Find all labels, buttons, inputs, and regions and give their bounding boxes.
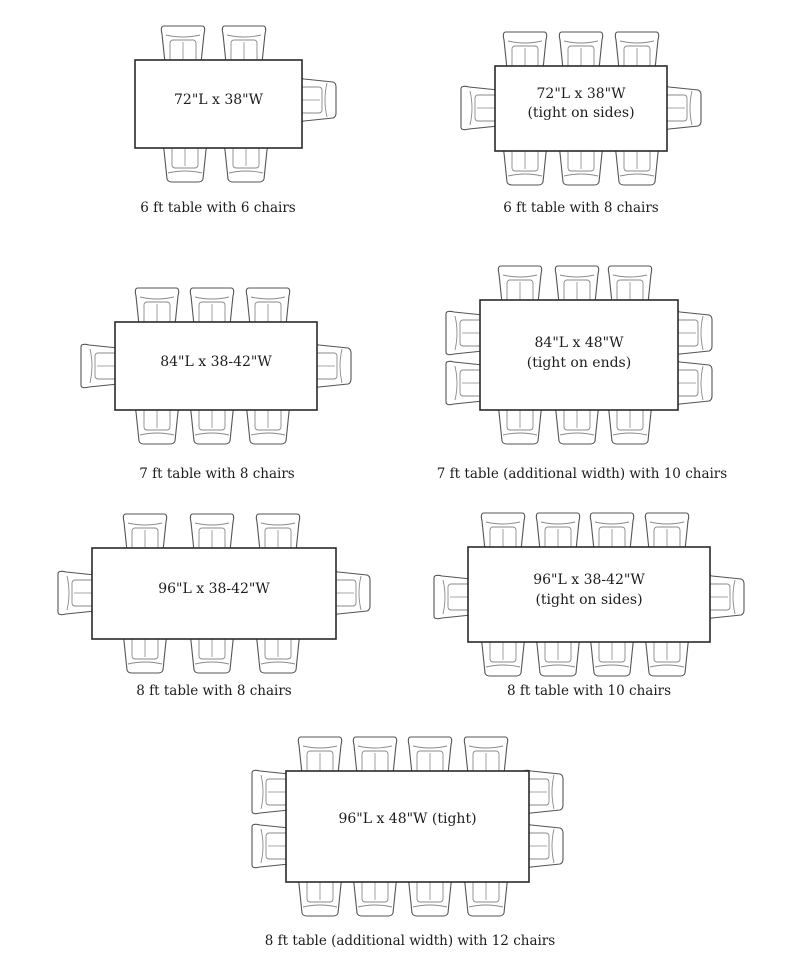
- table-size-label: 84"L x 48"W: [534, 335, 624, 351]
- table-diagram-8ft-12chairs: [252, 737, 563, 949]
- table-size-label: 96"L x 38-42"W: [533, 572, 645, 588]
- table-size-label: 96"L x 38-42"W: [158, 581, 270, 597]
- table-caption: 6 ft table with 8 chairs: [503, 200, 659, 216]
- table-diagram-6ft-8chairs: [461, 32, 701, 216]
- table-caption: 8 ft table with 8 chairs: [136, 683, 292, 699]
- table-caption: 6 ft table with 6 chairs: [140, 200, 296, 216]
- table-caption: 7 ft table (additional width) with 10 chairs: [436, 466, 728, 482]
- table-size-note: (tight on ends): [526, 355, 632, 371]
- table-size-label: 84"L x 38-42"W: [160, 354, 272, 370]
- table-caption: 8 ft table with 10 chairs: [506, 683, 672, 699]
- table-size-label: 72"L x 38"W: [174, 92, 263, 108]
- table-caption: 8 ft table (additional width) with 12 chairs: [264, 933, 556, 949]
- table-diagram-6ft-6chairs: [135, 26, 336, 216]
- table-diagram-7ft-10chairs: [437, 266, 727, 482]
- table-size-note: (tight on sides): [527, 105, 635, 121]
- table-size-label: 96"L x 48"W (tight): [338, 811, 477, 827]
- table-size-label: 72"L x 38"W: [536, 86, 626, 102]
- table-diagram-8ft-8chairs: [58, 514, 370, 699]
- table-diagram-8ft-10chairs: [434, 513, 744, 699]
- table-diagram-7ft-8chairs: [81, 288, 351, 482]
- table-caption: 7 ft table with 8 chairs: [139, 466, 295, 482]
- table-size-note: (tight on sides): [535, 592, 643, 608]
